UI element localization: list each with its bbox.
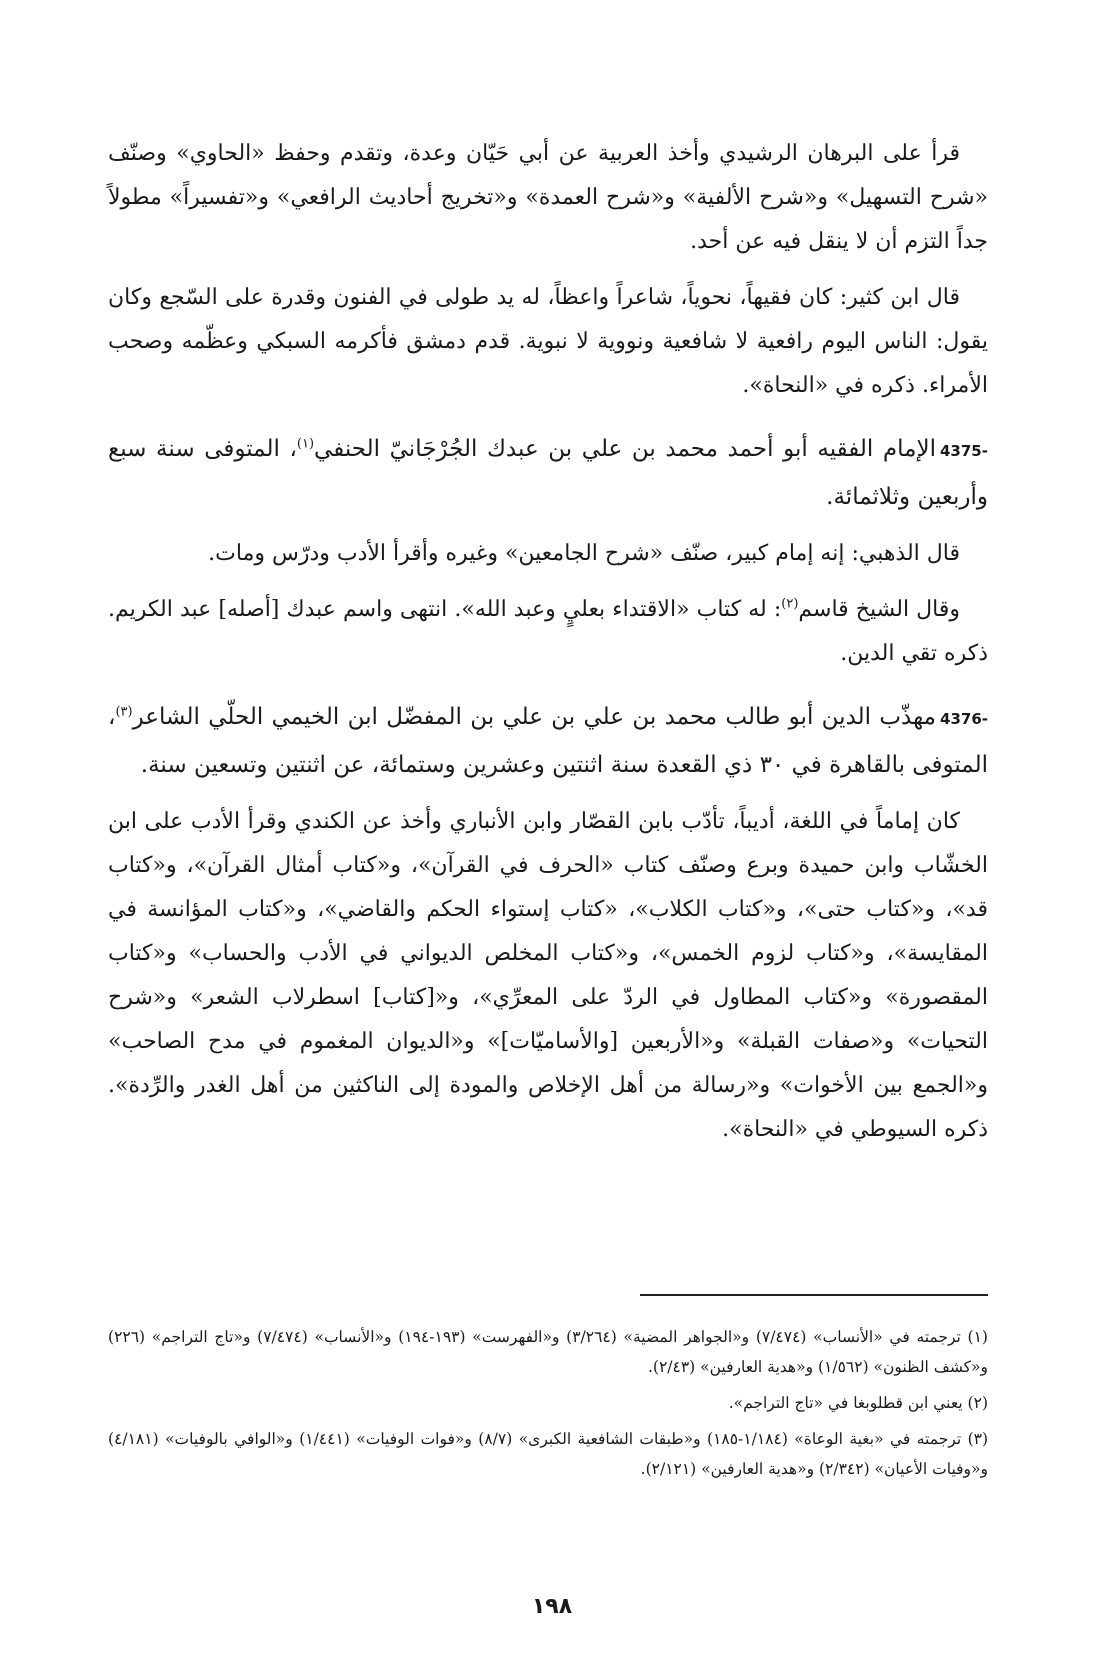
paragraph-1: قرأ على البرهان الرشيدي وأخذ العربية عن أبي حَيّان وعدة، وتقدم وحفظ «الحاوي» وصنّف «شرح التسهيل» و«شرح الألفية» و«شرح العمدة» و«تخريج أحاديث الرافعي» و«تفسيراً» مطولاً جداً التزم أن لا ينقل فيه عن أحد. bbox=[108, 141, 988, 254]
footnote-3: (٣) ترجمته في «بغية الوعاة» (١/١٨٤-١٨٥) و«طبقات الشافعية الكبرى» (٨/٧) و«فوات الوفيات» (١/٤٤١) و«الوافي بالوفيات» (٤/١٨١) و«وفيات الأعيان» (٢/٣٤٢) و«هدية العارفين» (٢/١٢١). bbox=[108, 1430, 989, 1478]
footnote-2: (٢) يعني ابن قطلوبغا في «تاج التراجم». bbox=[728, 1394, 988, 1412]
footnote-divider bbox=[640, 1294, 988, 1296]
entry-heading-text: مهذّب الدين أبو طالب محمد بن علي بن علي بن المفضّل ابن الخيمي الحلّي الشاعر bbox=[132, 704, 937, 730]
paragraph-3: قال الذهبي: إنه إمام كبير، صنّف «شرح الجامعين» وغيره وأقرأ الأدب ودرّس ومات. bbox=[208, 541, 960, 566]
paragraph-4 bbox=[108, 588, 988, 676]
entry-4375 bbox=[108, 426, 988, 520]
entry-4376 bbox=[108, 694, 988, 788]
footnotes bbox=[108, 1322, 988, 1490]
entry-heading-text-tail: ، المتوفى بالقاهرة في ٣٠ ذي القعدة سنة اثنتين وعشرين وستمائة، عن اثنتين وتسعين سنة. bbox=[108, 704, 988, 778]
footnote-ref: (٢) bbox=[781, 596, 799, 612]
entry-number: 4376- bbox=[940, 710, 988, 728]
paragraph-text: وقال الشيخ قاسم bbox=[798, 597, 960, 622]
entry-heading-text: الإمام الفقيه أبو أحمد محمد بن علي بن عبدك الجُرْجَانيّ الحنفي bbox=[314, 436, 936, 462]
entry-number: 4375- bbox=[940, 442, 988, 460]
main-text bbox=[108, 132, 988, 1164]
paragraph-5: كان إماماً في اللغة، أديباً، تأدّب بابن القصّار وابن الأنباري وأخذ عن الكندي وقرأ الأدب على ابن الخشّاب وابن حميدة وبرع وصنّف كتاب «الحرف في القرآن»، و«كتاب أمثال القرآن»، و«كتاب قد»، و«كتاب حتى»، و«كتاب الكلاب»، «كتاب إستواء الحكم والقاضي»، و«كتاب المؤانسة في المقايسة»، و«كتاب لزوم الخمس»، و«كتاب المخلص الديواني في الأدب والحساب» و«كتاب المقصورة» و«كتاب المطاول في الردّ على المعرِّي»، و«[كتاب] اسطرلاب الشعر» و«شرح التحيات» و«صفات القبلة» و«الأربعين [والأساميّات]» و«الديوان المغموم في مدح الصاحب» و«الجمع بين الأخوات» و«رسالة من أهل الإخلاص والمودة إلى الناكثين من أهل الغدر والرِّدة». ذكره السيوطي في «النحاة». bbox=[108, 809, 989, 1142]
footnote-ref: (١) bbox=[296, 436, 315, 452]
page-number: ١٩٨ bbox=[531, 1594, 573, 1619]
footnote-ref: (٣) bbox=[115, 704, 133, 720]
paragraph-2: قال ابن كثير: كان فقيهاً، نحوياً، شاعراً واعظاً، له يد طولى في الفنون وقدرة على السّجع وكان يقول: الناس اليوم رافعية لا شافعية ونووية لا نبوية. قدم دمشق فأكرمه السبكي وعظّمه وصحب الأمراء. ذكره في «النحاة». bbox=[108, 285, 988, 398]
footnote-1: (١) ترجمته في «الأنساب» (٧/٤٧٤) و«الجواهر المضية» (٣/٢٦٤) و«الفهرست» (١٩٣-١٩٤) و«الأنساب» (٧/٤٧٤) و«تاج التراجم» (٢٢٦) و«كشف الظنون» (١/٥٦٢) و«هدية العارفين» (٢/٤٣). bbox=[108, 1328, 988, 1376]
entry-heading-text-tail: ، المتوفى سنة سبع وأربعين وثلاثمائة. bbox=[108, 436, 988, 510]
paragraph-text-tail: : له كتاب «الاقتداء بعليٍ وعبد الله». انتهى واسم عبدك [أصله] عبد الكريم. ذكره تقي الدين. bbox=[108, 597, 988, 666]
